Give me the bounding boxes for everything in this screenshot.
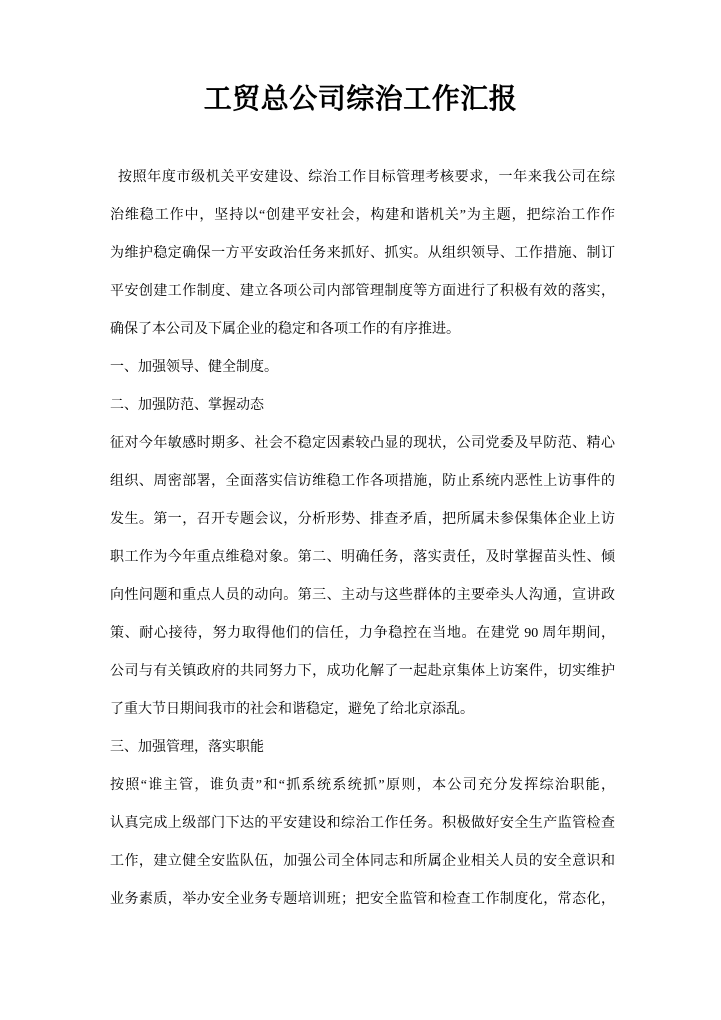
section-heading: 三、加强管理，落实职能: [110, 740, 264, 755]
section-heading: 二、加强防范、掌握动态: [110, 398, 264, 413]
text-line: 发生。第一，召开专题会议，分析形势、排查矛盾，把所属未参保集体企业上访: [110, 512, 615, 527]
text-line: 平安创建工作制度、建立各项公司内部管理制度等方面进行了积极有效的落实，: [110, 284, 615, 299]
text-line: 策、耐心接待，努力取得他们的信任，力争稳控在当地。在建党 90 周年期间，: [110, 626, 615, 641]
text-line: 向性问题和重点人员的动向。第三、主动与这些群体的主要牵头人沟通，宣讲政: [110, 588, 615, 603]
document-body: [110, 159, 615, 919]
text-line: 为维护稳定确保一方平安政治任务来抓好、抓实。从组织领导、工作措施、制订: [110, 246, 615, 261]
text-line: 征对今年敏感时期多、社会不稳定因素较凸显的现状，公司党委及早防范、精心: [110, 436, 615, 451]
text-line: 按照年度市级机关平安建设、综治工作目标管理考核要求，一年来我公司在综: [118, 170, 615, 185]
text-line: 职工作为今年重点维稳对象。第二、明确任务，落实责任，及时掌握苗头性、倾: [110, 550, 615, 565]
text-line: 业务素质，举办安全业务专题培训班；把安全监管和检查工作制度化，常态化，: [110, 892, 615, 907]
text-line: 按照“谁主管，谁负责”和“抓系统系统抓”原则，本公司充分发挥综治职能，: [110, 778, 615, 793]
text-line: 了重大节日期间我市的社会和谐稳定，避免了给北京添乱。: [110, 702, 474, 717]
section-heading: 一、加强领导、健全制度。: [110, 360, 278, 375]
text-line: 认真完成上级部门下达的平安建设和综治工作任务。积极做好安全生产监管检查: [110, 816, 615, 831]
text-line: 工作，建立健全安监队伍，加强公司全体同志和所属企业相关人员的安全意识和: [110, 854, 615, 869]
document-title: 工贸总公司综治工作汇报: [203, 84, 518, 115]
text-line: 组织、周密部署，全面落实信访维稳工作各项措施，防止系统内恶性上访事件的: [110, 474, 615, 489]
text-line: 公司与有关镇政府的共同努力下，成功化解了一起赴京集体上访案件，切实维护: [110, 664, 615, 679]
text-line: 治维稳工作中，坚持以“创建平安社会，构建和谐机关”为主题，把综治工作作: [110, 208, 615, 223]
text-line: 确保了本公司及下属企业的稳定和各项工作的有序推进。: [110, 322, 460, 337]
